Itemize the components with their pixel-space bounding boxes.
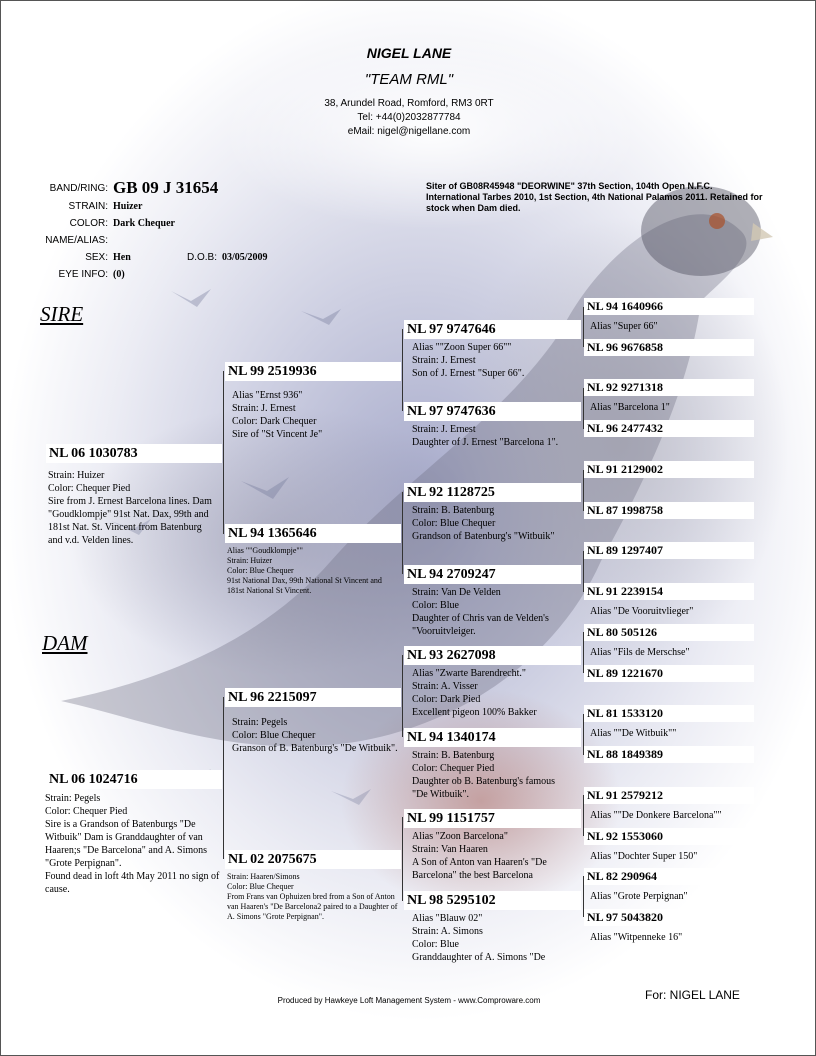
gen4-ring: NL 96 9676858 <box>584 339 754 356</box>
breeder-name: NIGEL LANE <box>366 45 452 61</box>
gen4-ring: NL 96 2477432 <box>584 420 754 437</box>
gen2-details <box>227 546 399 596</box>
gen4-ring: NL 81 1533120 <box>584 705 754 722</box>
gen3-details <box>412 504 580 543</box>
gen4-ring: NL 89 1221670 <box>584 665 754 682</box>
color-value: Dark Chequer <box>113 218 175 229</box>
dam-details <box>45 792 223 896</box>
gen3-ring: NL 94 2709247 <box>404 565 581 584</box>
gen3-detail-line: Color: Blue <box>412 939 459 950</box>
gen4-alias: Alias "De Vooruitvlieger" <box>590 606 694 617</box>
gen3-detail-line: Alias "Zwarte Barendrecht." <box>412 668 526 679</box>
gen3-ring: NL 93 2627098 <box>404 646 581 665</box>
gen2-ring: NL 02 2075675 <box>225 850 401 869</box>
gen3-detail-line: Strain: Van Haaren <box>412 844 488 855</box>
gen3-detail-line: Strain: B. Batenburg <box>412 505 495 516</box>
gen4-alias: Alias "Fils de Merschse" <box>590 647 690 658</box>
gen2-detail-line: Color: Dark Chequer <box>232 416 317 427</box>
gen2-detail-line: Sire of "St Vincent Je" <box>232 429 323 440</box>
sire-detail-line: Color: Chequer Pied <box>48 483 131 494</box>
dam-detail-line: Sire is a Grandson of Batenburgs "De Witbuik" Dam is Granddaughter of van Haaren;s "De Barcelona" and A. Simons "Grote Perpignan". <box>45 819 208 869</box>
gen3-detail-line: Daughter ob B. Batenburg's famous "De Witbuik". <box>412 776 555 800</box>
connector-line <box>402 655 403 737</box>
dam-detail-line: Found dead in loft 4th May 2011 no sign of cause. <box>45 871 220 895</box>
gen2-detail-line: Color: Blue Chequer <box>232 730 316 741</box>
gen4-alias: Alias "Dochter Super 150" <box>590 851 698 862</box>
connector-line <box>402 492 403 574</box>
gen4-ring: NL 92 1553060 <box>584 828 754 845</box>
produced-by-footer: Produced by Hawkeye Loft Management System - www.Comproware.com <box>277 996 541 1005</box>
dob-label: D.O.B: <box>187 252 218 263</box>
gen4-alias: Alias ""De Donkere Barcelona"" <box>590 810 722 821</box>
gen3-detail-line: Alias ""Zoon Super 66"" <box>412 342 512 353</box>
gen3-detail-line: Strain: A. Visser <box>412 681 478 692</box>
gen4-ring: NL 91 2239154 <box>584 583 754 600</box>
gen3-detail-line: A Son of Anton van Haaren's "De Barcelona" the best Barcelona <box>412 857 547 881</box>
connector-line <box>402 817 403 901</box>
flying-bird-shape <box>331 789 371 805</box>
gen3-ring: NL 99 1151757 <box>404 809 581 828</box>
gen2-details <box>227 872 399 922</box>
gen3-details <box>412 830 580 882</box>
gen4-alias: Alias "Witpenneke 16" <box>590 932 683 943</box>
gen4-alias: Alias "Barcelona 1" <box>590 402 670 413</box>
gen3-detail-line: Strain: J. Ernest <box>412 355 476 366</box>
gen4-ring: NL 91 2579212 <box>584 787 754 804</box>
gen2-ring: NL 96 2215097 <box>225 688 401 707</box>
gen3-detail-line: Granddaughter of A. Simons "De <box>412 952 546 963</box>
gen4-ring: NL 88 1849389 <box>584 746 754 763</box>
gen4-ring: NL 92 9271318 <box>584 379 754 396</box>
gen4-alias: Alias "Super 66" <box>590 321 658 332</box>
gen4-ring: NL 89 1297407 <box>584 542 754 559</box>
breeder-email: eMail: nigel@nigellane.com <box>347 126 471 137</box>
gen2-detail-line: Strain: J. Ernest <box>232 403 296 414</box>
strain-label: STRAIN: <box>68 201 108 212</box>
gen4-alias: Alias ""De Witbuik"" <box>590 728 677 739</box>
pigeon-beak-shape <box>751 223 773 241</box>
pigeon-eye-shape <box>709 213 725 229</box>
gen3-details <box>412 912 580 964</box>
bird-notes: Siter of GB08R45948 "DEORWINE" 37th Section, 104th Open N.F.C. International Tarbes 2010, 1st Section, 4th National Palamos 2011. Retained for stock when Dam died. <box>426 181 763 213</box>
dam-heading: DAM <box>42 631 88 655</box>
gen2-detail-line: From Frans van Ophuizen bred from a Son of Anton van Haaren's "De Barcelona2 paired to a Daughter of A. Simons "Grote Perpignan". <box>227 892 398 921</box>
sire-ring: NL 06 1030783 <box>46 444 222 463</box>
prepared-for: For: NIGEL LANE <box>645 988 740 1002</box>
gen2-detail-line: Granson of B. Batenburg's "De Witbuik". <box>232 743 398 754</box>
band-value: GB 09 J 31654 <box>113 178 219 197</box>
gen3-details <box>412 341 580 380</box>
gen4-ring: NL 91 2129002 <box>584 461 754 478</box>
dam-ring: NL 06 1024716 <box>46 770 222 789</box>
gen3-detail-line: Daughter of Chris van de Velden's "Vooruitvleiger. <box>412 613 549 637</box>
gen3-detail-line: Strain: J. Ernest <box>412 424 476 435</box>
gen2-detail-line: 91st National Dax, 99th National St Vincent and 181st National St Vincent. <box>227 576 382 595</box>
gen3-details <box>412 749 572 801</box>
breeder-phone: Tel: +44(0)2032877784 <box>357 112 461 123</box>
sire-details <box>48 469 218 547</box>
gen2-details <box>232 716 400 755</box>
dam-detail-line: Color: Chequer Pied <box>45 806 128 817</box>
flying-bird-shape <box>171 289 211 307</box>
gen3-detail-line: Color: Blue <box>412 600 459 611</box>
sire-heading: SIRE <box>40 302 84 326</box>
gen3-details <box>412 667 580 719</box>
gen2-ring: NL 99 2519936 <box>225 362 401 381</box>
gen3-detail-line: Color: Chequer Pied <box>412 763 495 774</box>
gen3-detail-line: Strain: Van De Velden <box>412 587 501 598</box>
gen3-detail-line: Color: Dark Pied <box>412 694 481 705</box>
sex-label: SEX: <box>85 252 108 263</box>
gen3-ring: NL 97 9747646 <box>404 320 581 339</box>
gen4-ring: NL 87 1998758 <box>584 502 754 519</box>
band-label: BAND/RING: <box>49 183 108 194</box>
sire-detail-line: Strain: Huizer <box>48 470 105 481</box>
gen2-detail-line: Alias ""Goudklompje"" <box>227 546 303 555</box>
eye-info-value: (0) <box>113 269 125 280</box>
connector-line <box>402 329 403 411</box>
strain-value: Huizer <box>113 201 143 212</box>
gen3-details <box>412 586 580 638</box>
sire-detail-line: Sire from J. Ernest Barcelona lines. Dam "Goudklompje" 91st Nat. Dax, 99th and 181st Nat. St. Vincent from Batenburg and v.d. Velden lines. <box>48 496 212 546</box>
gen4-ring: NL 94 1640966 <box>584 298 754 315</box>
gen2-ring: NL 94 1365646 <box>225 524 401 543</box>
gen4-alias: Alias "Grote Perpignan" <box>590 891 688 902</box>
gen2-detail-line: Color: Blue Chequer <box>227 566 294 575</box>
gen3-ring: NL 97 9747636 <box>404 402 581 421</box>
flying-bird-shape <box>301 309 341 325</box>
gen3-detail-line: Excellent pigeon 100% Bakker <box>412 707 537 718</box>
gen2-detail-line: Alias "Ernst 936" <box>232 390 303 401</box>
gen3-ring: NL 94 1340174 <box>404 728 581 747</box>
connector-line <box>223 697 224 859</box>
gen3-detail-line: Color: Blue Chequer <box>412 518 496 529</box>
name-alias-label: NAME/ALIAS: <box>45 235 108 246</box>
team-name: "TEAM RML" <box>364 71 454 88</box>
gen2-detail-line: Color: Blue Chequer <box>227 882 294 891</box>
gen2-detail-line: Strain: Huizer <box>227 556 273 565</box>
gen3-ring: NL 92 1128725 <box>404 483 581 502</box>
gen3-detail-line: Strain: A. Simons <box>412 926 483 937</box>
sex-value: Hen <box>113 252 131 263</box>
eye-info-label: EYE INFO: <box>58 269 108 280</box>
gen2-detail-line: Strain: Haaren/Simons <box>227 872 300 881</box>
dam-detail-line: Strain: Pegels <box>45 793 101 804</box>
gen2-detail-line: Strain: Pegels <box>232 717 288 728</box>
gen3-detail-line: Son of J. Ernest "Super 66". <box>412 368 525 379</box>
gen4-ring: NL 80 505126 <box>584 624 754 641</box>
color-label: COLOR: <box>69 218 108 229</box>
connector-line <box>223 371 224 534</box>
flying-bird-shape <box>241 477 289 499</box>
gen2-details <box>232 389 400 441</box>
gen3-detail-line: Grandson of Batenburg's "Witbuik" <box>412 531 555 542</box>
gen4-ring: NL 82 290964 <box>584 868 754 885</box>
breeder-address: 38, Arundel Road, Romford, RM3 0RT <box>324 98 494 109</box>
gen4-ring: NL 97 5043820 <box>584 909 754 926</box>
gen3-details <box>412 423 576 449</box>
gen3-detail-line: Alias "Blauw 02" <box>412 913 483 924</box>
gen3-detail-line: Daughter of J. Ernest "Barcelona 1". <box>412 437 559 448</box>
gen3-ring: NL 98 5295102 <box>404 891 581 910</box>
dob-value: 03/05/2009 <box>222 252 268 263</box>
gen3-detail-line: Strain: B. Batenburg <box>412 750 495 761</box>
gen3-detail-line: Alias "Zoon Barcelona" <box>412 831 508 842</box>
